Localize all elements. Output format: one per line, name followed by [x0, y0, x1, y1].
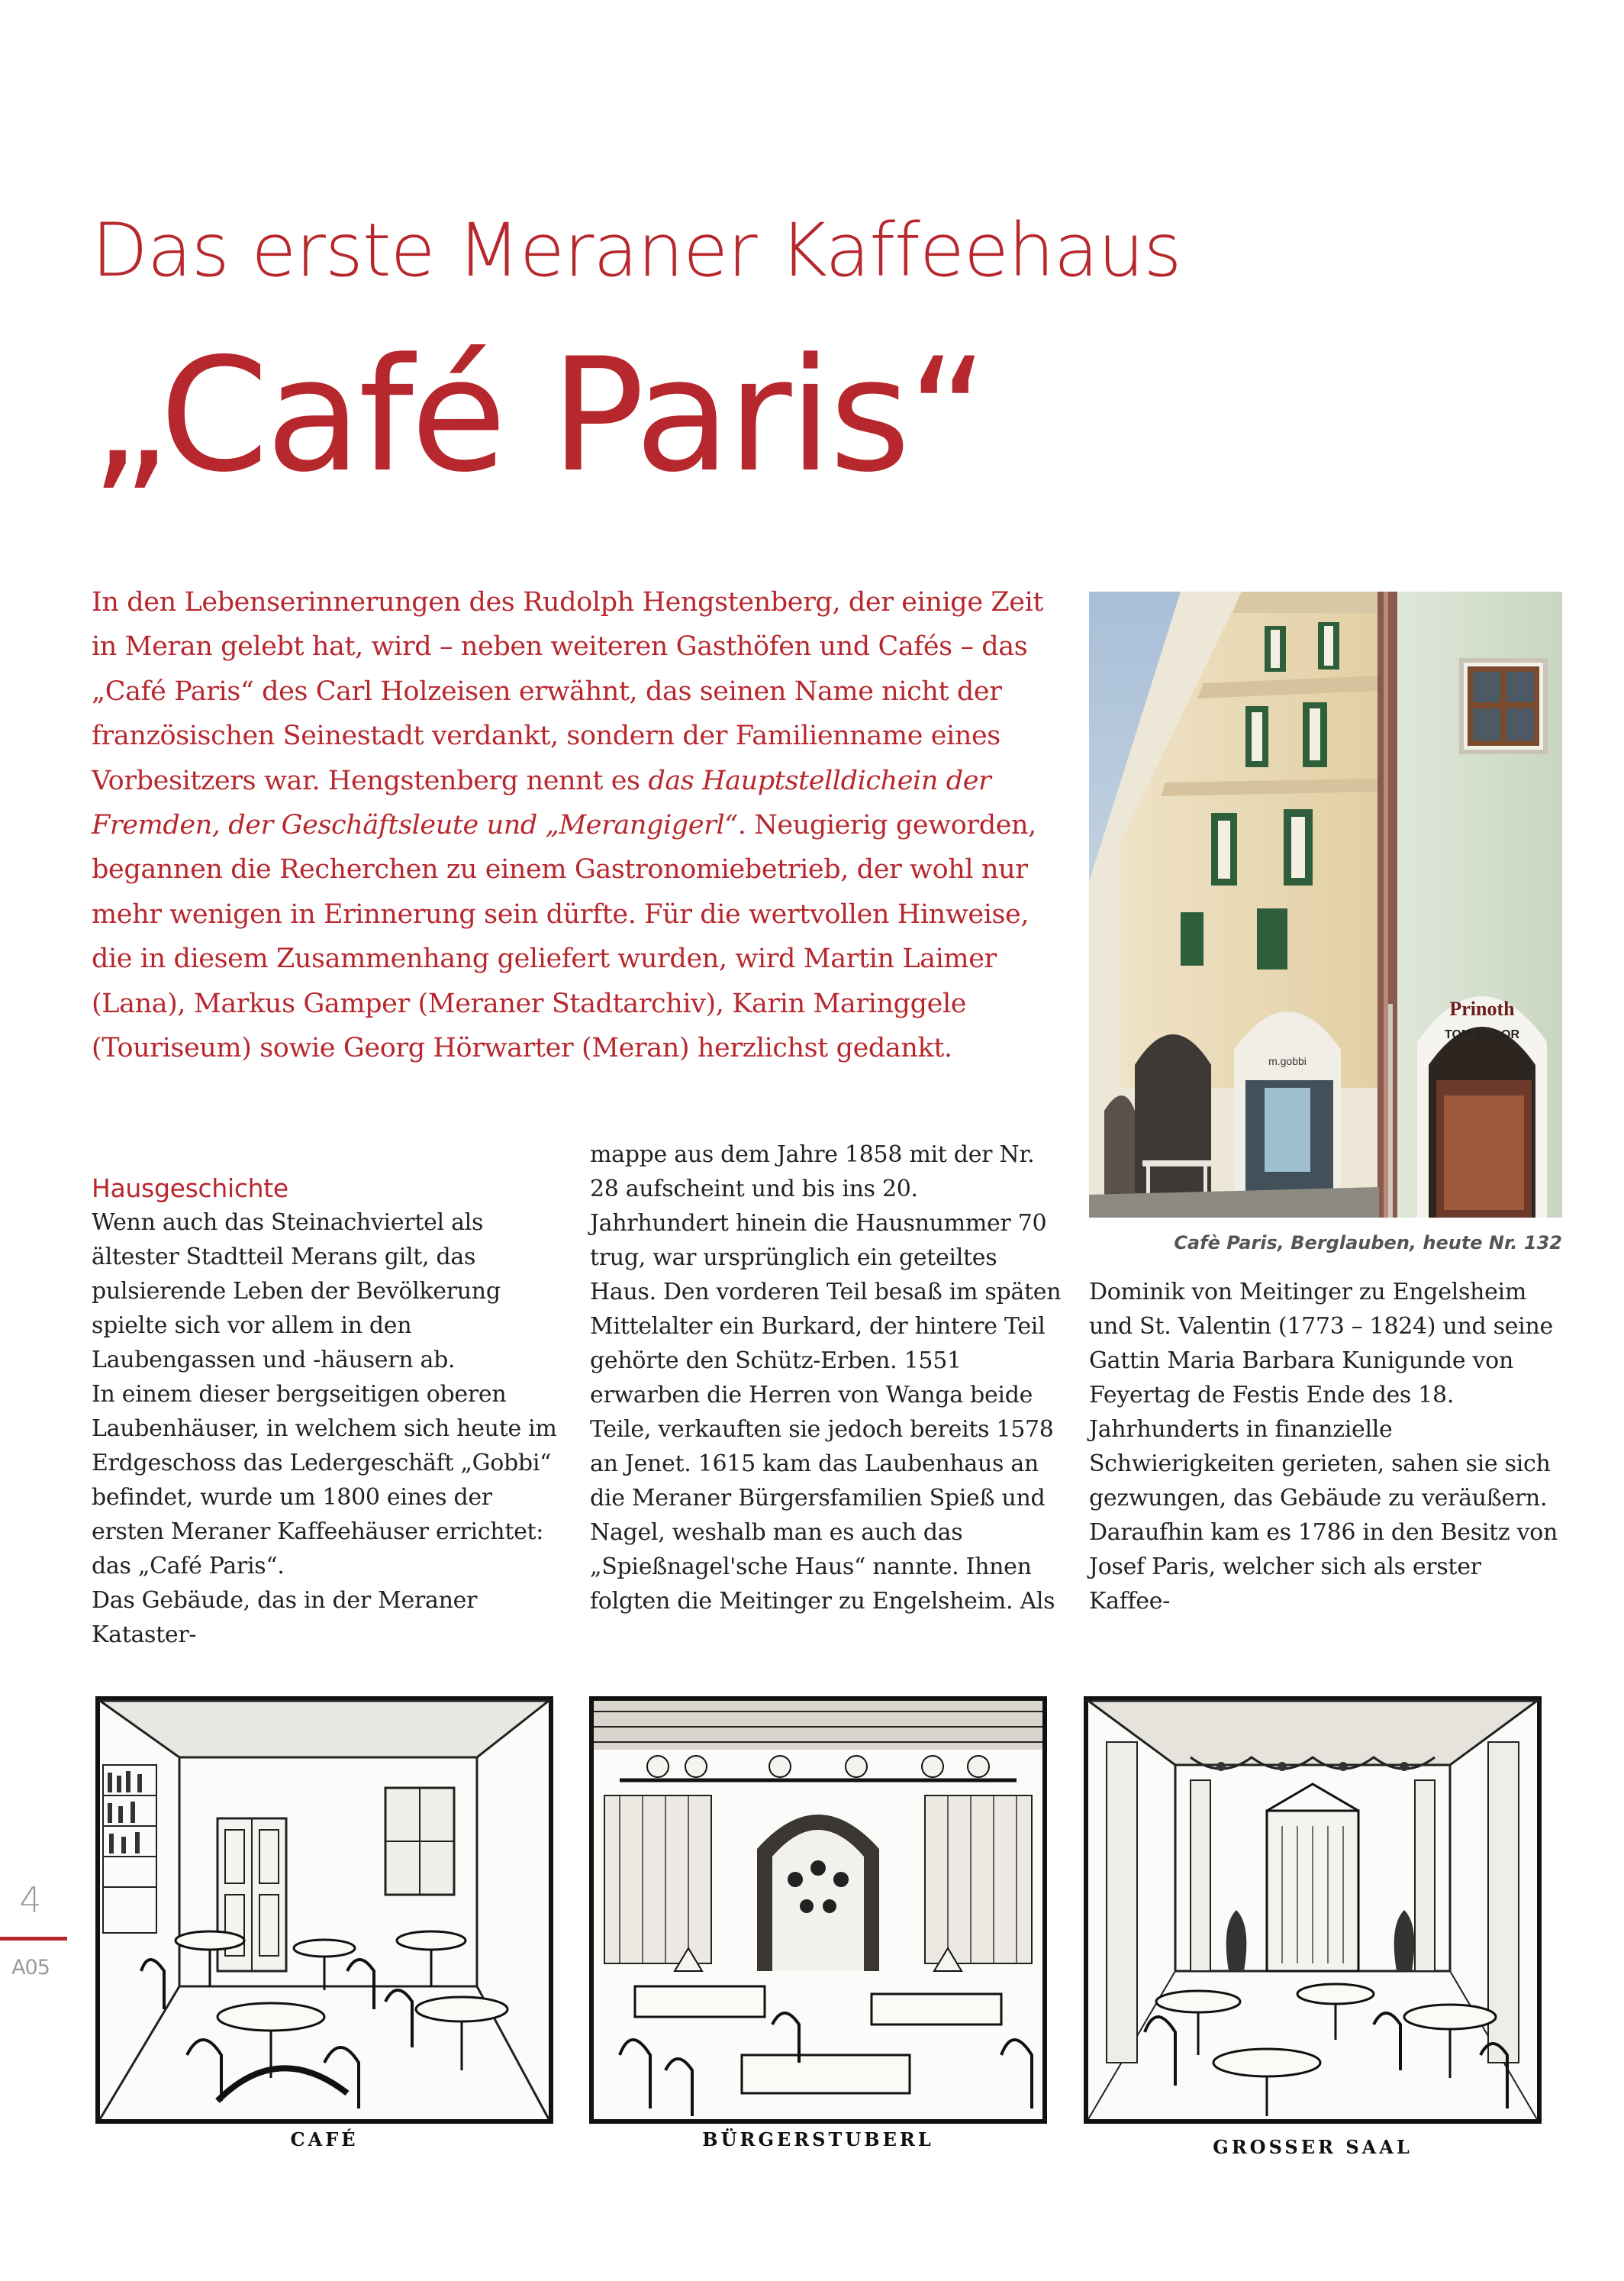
issue-code: A05 [11, 1956, 50, 1979]
engraving-grosser-saal [1084, 1696, 1542, 2124]
engraving-cafe [95, 1696, 553, 2124]
page-kicker-title: Das erste Meraner Kaffeehaus [92, 208, 1181, 293]
page-title: „Café Paris“ [90, 325, 986, 507]
shop-sign-gobbi: m.gobbi [1268, 1055, 1307, 1067]
intro-paragraph [92, 580, 1053, 1070]
intro-text-part2: . Neugierig geworden, begannen die Recherchen zu einem Gastronomiebetrieb, der wohl nur mehr wenigen in Erinnerung sein dürfte. Für die wertvollen Hinweise, die in diesem Zusammenhang geliefert wurden, wird Martin Laimer (Lana), Markus Gamper (Meraner Stadtarchiv), Karin Maringgele (Touriseum) sowie Georg Hörwarter (Meran) herzlichst gedankt. [92, 810, 1036, 1064]
page-marker-divider [0, 1937, 67, 1941]
col1-paragraph-2: In einem dieser bergseitigen oberen Laubenhäuser, in welchem sich heute im Erdgeschoss das Ledergeschäft „Gobbi“ befindet, wurde um 1800 eines der ersten Meraner Kaffeehäuser errichtet: das „Café Paris“. [92, 1381, 557, 1579]
col1-paragraph-3: Das Gebäude, das in der Meraner Kataster- [92, 1587, 478, 1648]
engraving-buergerstuberl [589, 1696, 1047, 2124]
body-column-1 [92, 1172, 565, 1652]
intro-text-part1: In den Lebenserinnerungen des Rudolph Hengstenberg, der einige Zeit in Meran gelebt hat, wird – neben weiteren Gasthöfen und Cafés – das „Café Paris“ des Carl Holzeisen erwähnt, das seinen Name nicht der französischen Seinestadt verdankt, sondern der Familienname eines Vorbesitzers war. Hengstenberg nennt es [92, 587, 1044, 796]
body-column-3 [1089, 1275, 1562, 1618]
section-heading: Hausgeschichte [92, 1173, 288, 1203]
col2-paragraph-1: mappe aus dem Jahre 1858 mit der Nr. 28 aufscheint und bis ins 20. Jahrhundert hinein die Hausnummer 70 trug, war ursprünglich ein geteiltes Haus. Den vorderen Teil besaß im späten Mittelalter ein Burkard, der hintere Teil gehörte den Schütz-Erben. 1551 erwarben die Herren von Wanga beide Teile, verkauften sie jedoch bereits 1578 an Jenet. 1615 kam das Laubenhaus an die Meraner Bürgersfamilien Spieß und Nagel, weshalb man es auch das „Spießnagel'sche Haus“ nannte. Ihnen folgten die Meitinger zu Engelsheim. Als [590, 1141, 1062, 1615]
building-photo [1089, 592, 1562, 1218]
body-column-2 [590, 1137, 1063, 1618]
col1-paragraph-1: Wenn auch das Steinachviertel als ältester Stadtteil Merans gilt, das pulsierende Leben der Bevölkerung spielte sich vor allem in den Laubengassen und -häusern ab. [92, 1209, 501, 1373]
col3-paragraph-1: Dominik von Meitinger zu Engelsheim und St. Valentin (1773 – 1824) und seine Gattin Maria Barbara Kunigunde von Feyertag de Festis Ende des 18. Jahrhunderts in finanzielle Schwierigkeiten gerieten, sahen sie sich gezwungen, das Gebäude zu veräußern. [1089, 1279, 1553, 1512]
engraving-label-buergerstuberl: BÜRGERSTUBERL [702, 2128, 934, 2150]
intro-quote: das Hauptstelldichein der Fremden, der Geschäftsleute und „Merangigerl“ [92, 765, 991, 841]
shop-sign-brand: TOM TAILOR [1444, 1028, 1520, 1041]
page-number: 4 [19, 1879, 42, 1921]
engraving-label-cafe: CAFÉ [290, 2128, 359, 2150]
col3-paragraph-2: Daraufhin kam es 1786 in den Besitz von Josef Paris, welcher sich als erster Kaffee- [1089, 1519, 1558, 1615]
shop-sign-prinoth: Prinoth [1449, 998, 1515, 1020]
engraving-label-grosser-saal: GROSSER SAAL [1213, 2136, 1413, 2158]
photo-caption: Cafè Paris, Berglauben, heute Nr. 132 [1174, 1232, 1562, 1253]
